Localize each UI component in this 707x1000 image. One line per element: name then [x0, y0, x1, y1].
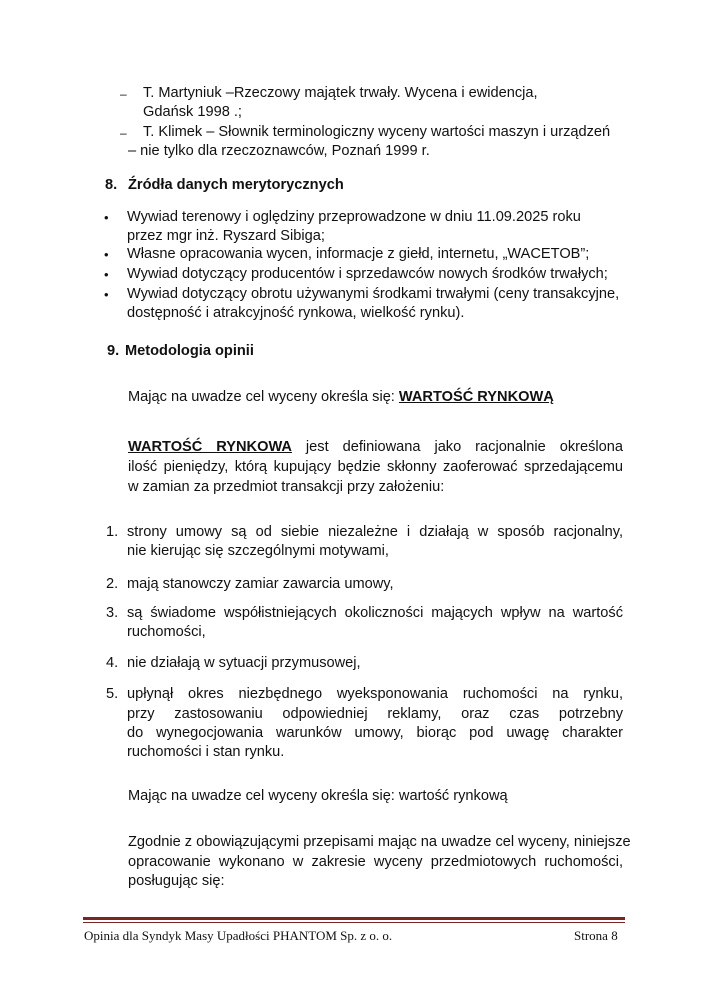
condition-line: są świadome współistniejących okoliczności mających wpływ na wartość: [127, 605, 623, 621]
condition-number: 3.: [106, 605, 119, 621]
footer-rule-thick: [83, 917, 625, 920]
condition-line: ruchomości,: [127, 624, 206, 640]
condition-number: 5.: [106, 686, 119, 702]
reference-line: – nie tylko dla rzeczoznawców, Poznań 1999 r.: [128, 143, 430, 159]
value-statement-text: Mając na uwadze cel wyceny określa się:: [128, 389, 399, 405]
condition-line: ruchomości i stan rynku.: [127, 744, 285, 760]
bullet-marker: •: [104, 267, 109, 282]
dash-marker: –: [120, 87, 127, 101]
closing-line: opracowanie wykonano w zakresie wyceny przedmiotowych ruchomości,: [128, 854, 623, 870]
value-type-emphasis: WARTOŚĆ RYNKOWĄ: [398, 389, 554, 405]
section-title: Metodologia opinii: [125, 343, 254, 359]
reference-line: T. Martyniuk –Rzeczowy majątek trwały. Wycena i ewidencja,: [143, 85, 538, 101]
footer-title: Opinia dla Syndyk Masy Upadłości PHANTOM Sp. z o. o.: [84, 928, 393, 943]
list-item: Własne opracowania wycen, informacje z giełd, internetu, „WACETOB”;: [127, 246, 590, 262]
section-number: 8.: [105, 177, 118, 193]
definition-line: [128, 437, 623, 457]
definition-text: jest definiowana jako racjonalnie określona: [305, 439, 623, 455]
reference-line: T. Klimek – Słownik terminologiczny wyceny wartości maszyn i urządzeń: [143, 124, 611, 140]
reference-line: Gdańsk 1998 .;: [143, 104, 242, 120]
definition-line: ilość pieniędzy, którą kupujący będzie skłonny zaoferować sprzedającemu: [128, 459, 623, 475]
closing-line: Zgodnie z obowiązującymi przepisami mając na uwadze cel wyceny, niniejsze: [128, 834, 631, 850]
condition-line: nie kierując się szczególnymi motywami,: [127, 543, 389, 559]
dash-marker: –: [120, 126, 127, 140]
list-item: dostępność i atrakcyjność rynkowa, wielkość rynku).: [127, 305, 465, 321]
condition-line: przy zastosowaniu odpowiedniej reklamy, oraz czas potrzebny: [127, 706, 623, 722]
condition-number: 2.: [106, 576, 119, 592]
condition-line: strony umowy są od siebie niezależne i działają w sposób racjonalny,: [127, 524, 623, 540]
condition-number: 1.: [106, 524, 119, 540]
condition-line: nie działają w sytuacji przymusowej,: [127, 655, 361, 671]
definition-line: w zamian za przedmiot transakcji przy założeniu:: [128, 479, 445, 495]
condition-line: upłynął okres niezbędnego wyeksponowania ruchomości na rynku,: [127, 686, 623, 702]
condition-line: mają stanowczy zamiar zawarcia umowy,: [127, 576, 394, 592]
definition-term: WARTOŚĆ RYNKOWA: [128, 439, 292, 455]
condition-line: do wynegocjowania warunków umowy, biorąc pod uwagę charakter: [127, 725, 623, 741]
footer-rule-thin: [83, 922, 625, 923]
closing-line: posługując się:: [128, 873, 225, 889]
bullet-marker: •: [104, 210, 109, 225]
condition-number: 4.: [106, 655, 119, 671]
list-item: Wywiad terenowy i oględziny przeprowadzone w dniu 11.09.2025 roku: [127, 209, 581, 225]
list-item: przez mgr inż. Ryszard Sibiga;: [127, 228, 325, 244]
list-item: Wywiad dotyczący producentów i sprzedawców nowych środków trwałych;: [127, 266, 608, 282]
section-title: Źródła danych merytorycznych: [128, 177, 344, 193]
value-statement: [128, 387, 554, 407]
page-number: Strona 8: [574, 928, 618, 943]
summary-statement: Mając na uwadze cel wyceny określa się: wartość rynkową: [128, 788, 508, 804]
list-item: Wywiad dotyczący obrotu używanymi środkami trwałymi (ceny transakcyjne,: [127, 286, 620, 302]
bullet-marker: •: [104, 247, 109, 262]
bullet-marker: •: [104, 287, 109, 302]
section-number: 9.: [107, 343, 120, 359]
